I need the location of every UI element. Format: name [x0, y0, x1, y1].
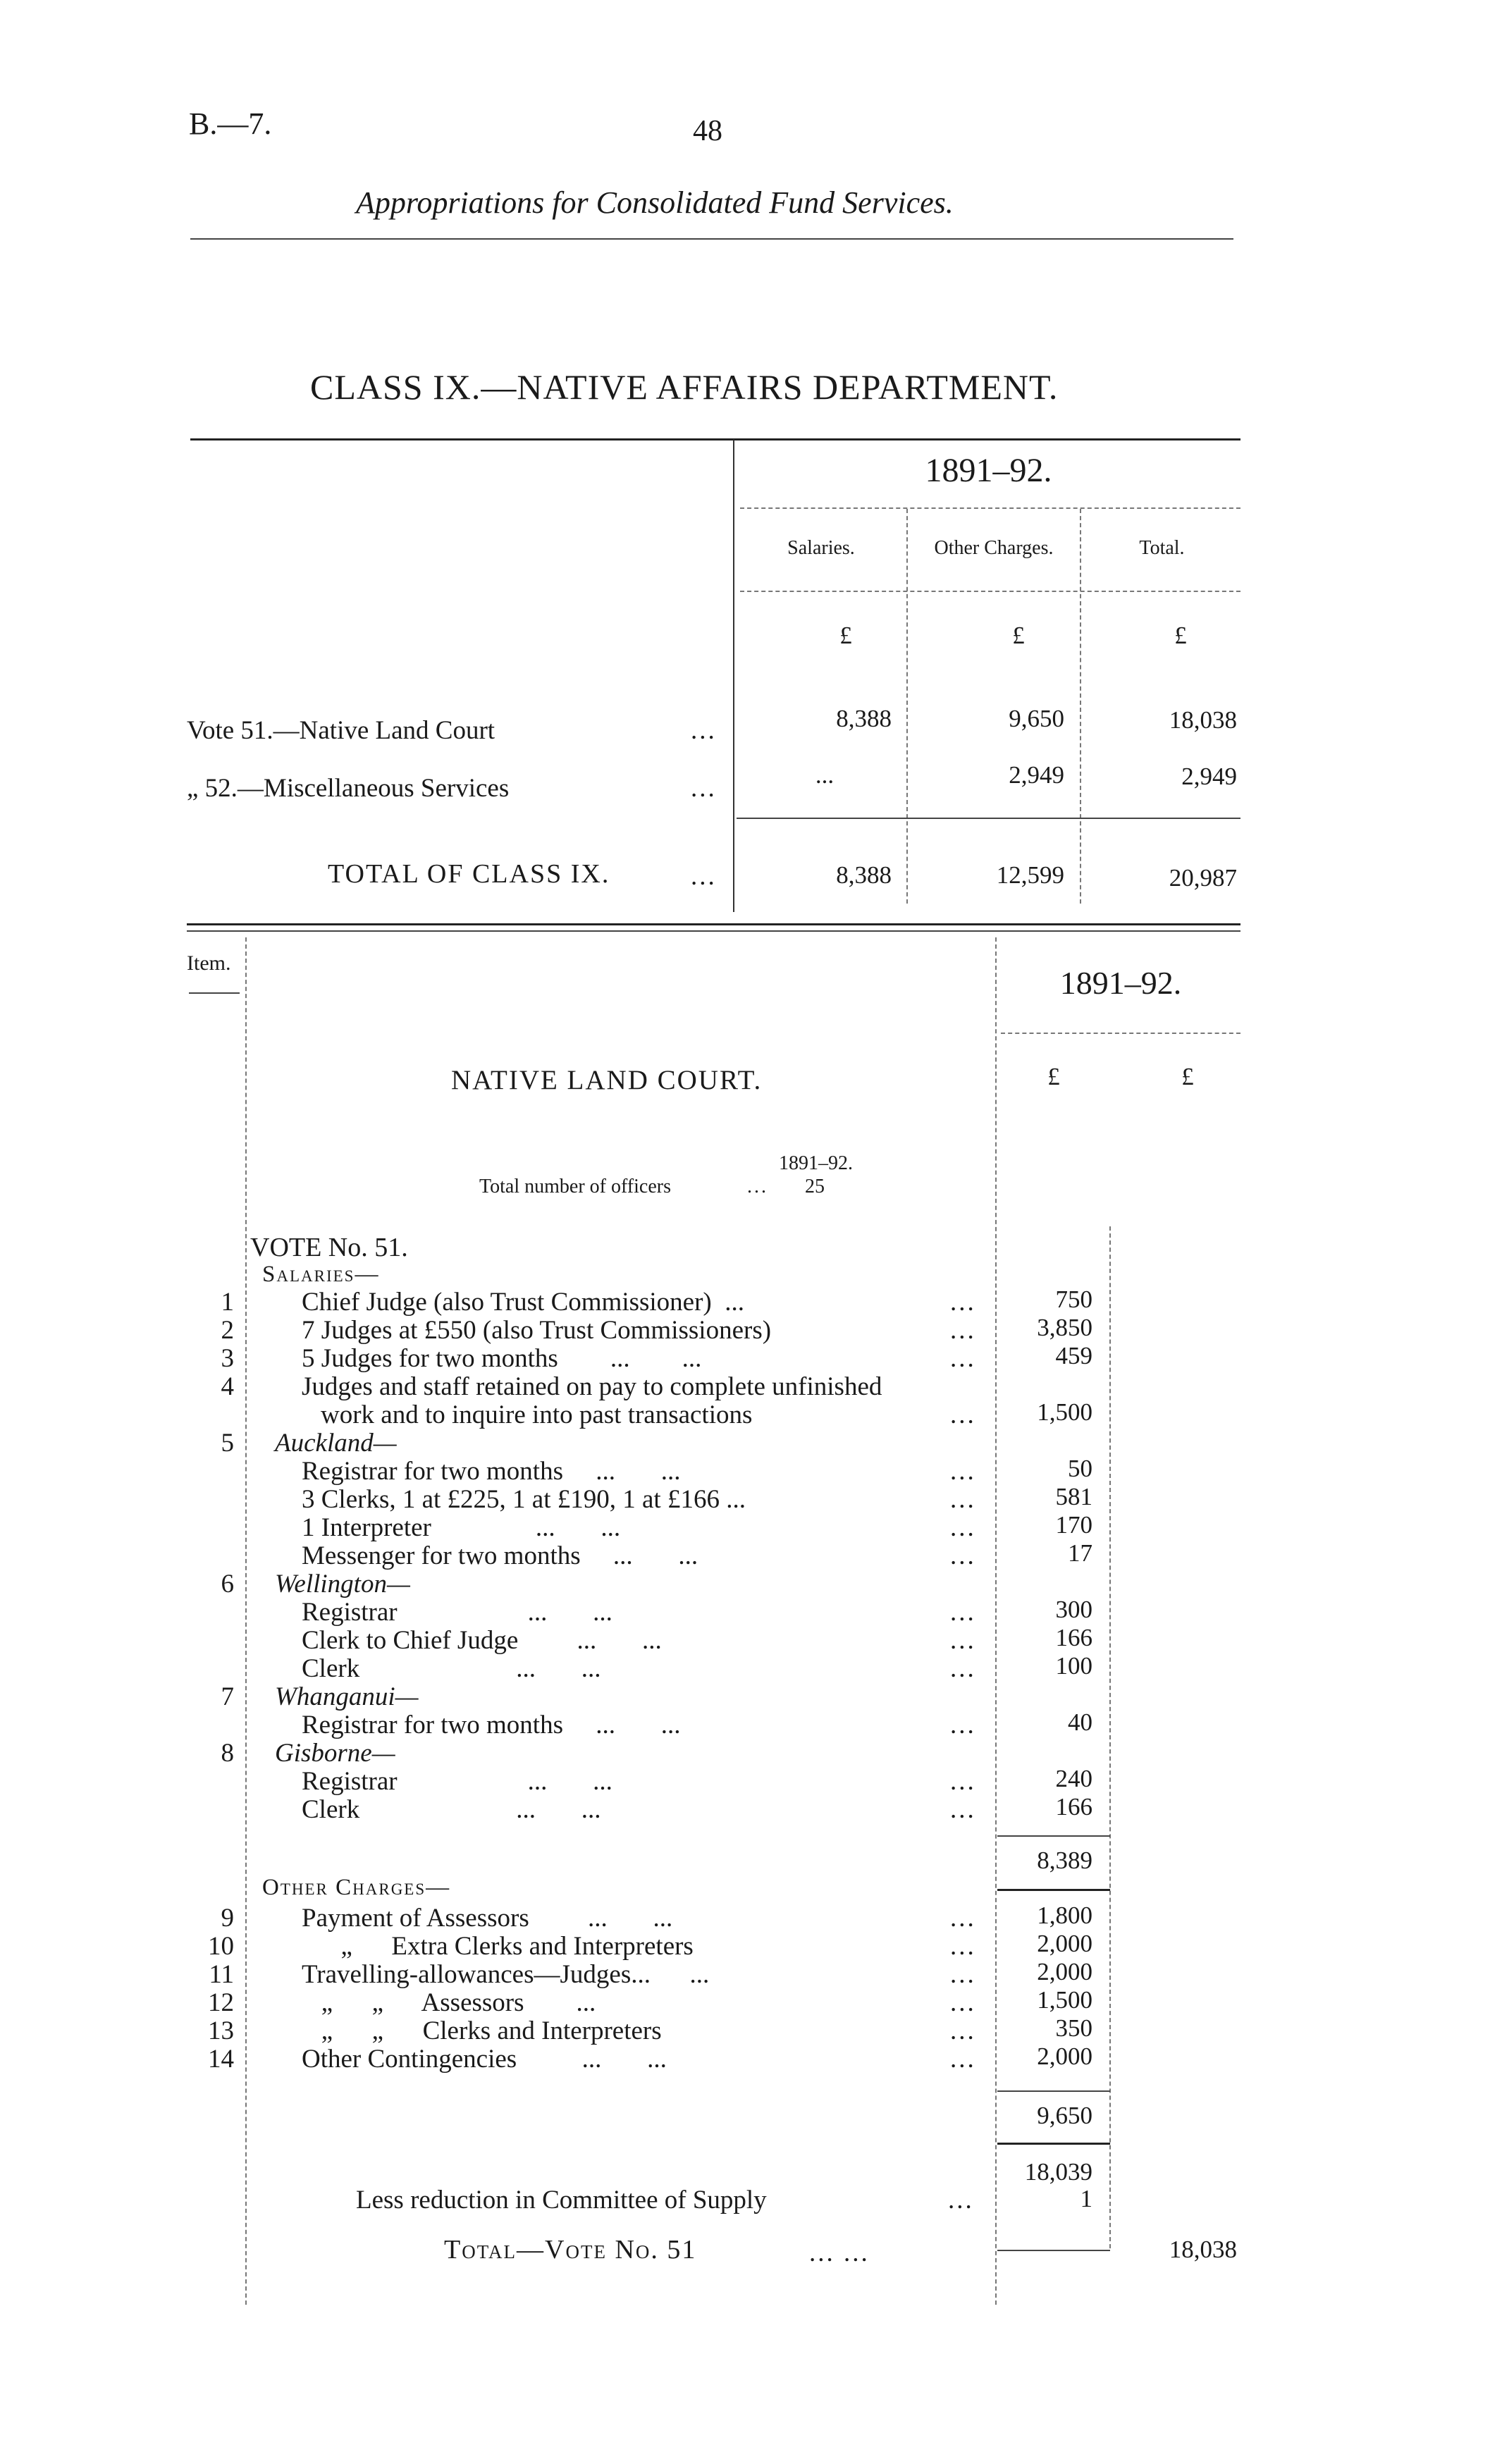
- line-item-text: Registrar for two months ... ...: [302, 1457, 681, 1486]
- line-item-text: „ „ Assessors ...: [302, 1988, 596, 2017]
- officers-value: 25: [805, 1176, 825, 1197]
- line-item-amount: 2,000: [1037, 1930, 1092, 1957]
- line-item-amount: 3,850: [1037, 1314, 1092, 1341]
- salaries-subtotal: 8,389: [1037, 1847, 1092, 1874]
- summary-total-salaries: 8,388: [836, 861, 892, 889]
- item-number: 9: [221, 1904, 234, 1933]
- detail-year: 1891–92.: [1059, 965, 1182, 1001]
- summary-col-sep-1: [906, 509, 908, 904]
- summary-row-label: Vote 51.—Native Land Court: [187, 716, 495, 745]
- leader-dots: ...: [950, 1457, 976, 1486]
- leader-dots: ...: [950, 1598, 976, 1627]
- line-item-amount: 240: [1055, 1765, 1092, 1792]
- summary-row-label: „ 52.—Miscellaneous Services: [187, 774, 510, 803]
- salaries-subtotal-close-rule: [997, 1889, 1110, 1891]
- item-column-header: Item.: [187, 951, 231, 975]
- line-item-text: Chief Judge (also Trust Commissioner) ...: [302, 1288, 744, 1317]
- item-number: 4: [221, 1372, 234, 1401]
- less-reduction-dots: ...: [948, 2186, 974, 2214]
- summary-row-dots: ...: [691, 774, 717, 803]
- line-item-amount: 350: [1055, 2014, 1092, 2042]
- vote-total-dots: ... ...: [809, 2238, 870, 2267]
- leader-dots: ...: [950, 1767, 976, 1796]
- line-item-text: Auckland—: [275, 1429, 397, 1458]
- line-item-text: Judges and staff retained on pay to complete unfinished: [302, 1372, 882, 1401]
- line-item-amount: 166: [1055, 1624, 1092, 1651]
- item-number: 11: [209, 1960, 234, 1989]
- vote-total-amount: 18,038: [1169, 2236, 1237, 2263]
- summary-top-rule: [190, 438, 1240, 441]
- line-item-text: Clerk to Chief Judge ... ...: [302, 1626, 662, 1655]
- summary-row-other: 9,650: [1009, 705, 1064, 732]
- detail-year-rule: [1001, 1033, 1240, 1034]
- line-item-text: 3 Clerks, 1 at £225, 1 at £190, 1 at £166 ...: [302, 1485, 746, 1514]
- col-header-other-charges: Other Charges.: [934, 537, 1054, 559]
- line-item-text: Clerk ... ...: [302, 1795, 601, 1824]
- header-rule: [190, 238, 1233, 240]
- leader-dots: ...: [950, 1795, 976, 1824]
- leader-dots: ...: [950, 1485, 976, 1514]
- summary-year-rule: [740, 507, 1240, 509]
- officers-year: 1891–92.: [779, 1152, 853, 1174]
- summary-header-rule: [740, 591, 1240, 592]
- summary-total-dots: ...: [691, 862, 717, 891]
- summary-bottom-rule: [187, 923, 1240, 925]
- line-item-text: 1 Interpreter ... ...: [302, 1513, 621, 1542]
- salaries-subtotal-rule: [997, 1835, 1110, 1837]
- item-number: 3: [221, 1344, 234, 1373]
- item-number: 13: [208, 2016, 234, 2045]
- line-item-text: Registrar ... ...: [302, 1598, 612, 1627]
- summary-row-dots: ...: [691, 716, 717, 745]
- leader-dots: ...: [950, 1316, 976, 1345]
- vote-total-label: Total—Vote No. 51: [444, 2235, 697, 2265]
- line-item-text: Wellington—: [275, 1570, 410, 1598]
- other-charges-label: Other Charges—: [262, 1875, 451, 1900]
- leader-dots: ...: [950, 1626, 976, 1655]
- summary-total-rule: [737, 818, 1240, 819]
- line-item-text: Registrar ... ...: [302, 1767, 612, 1796]
- leader-dots: ...: [950, 1344, 976, 1373]
- line-item-amount: 1,500: [1037, 1398, 1092, 1426]
- summary-row-total: 2,949: [1181, 763, 1237, 790]
- line-item-amount: 170: [1055, 1511, 1092, 1539]
- leader-dots: ...: [950, 1932, 976, 1961]
- item-number: 1: [221, 1288, 234, 1317]
- leader-dots: ...: [950, 1654, 976, 1683]
- item-number: 12: [208, 1988, 234, 2017]
- officers-label: Total number of officers: [479, 1176, 671, 1197]
- less-reduction-label: Less reduction in Committee of Supply: [356, 2186, 767, 2214]
- line-item-text: Whanganui—: [275, 1682, 419, 1711]
- col-header-salaries: Salaries.: [787, 537, 855, 559]
- leader-dots: ...: [950, 1288, 976, 1317]
- leader-dots: ...: [950, 1541, 976, 1570]
- document-ref: B.—7.: [189, 106, 272, 141]
- line-item-text: Other Contingencies ... ...: [302, 2045, 667, 2074]
- class-title: CLASS IX.—NATIVE AFFAIRS DEPARTMENT.: [310, 367, 1059, 407]
- line-item-amount: 2,000: [1037, 1958, 1092, 1985]
- summary-total-other: 12,599: [996, 861, 1064, 889]
- currency-total: £: [1174, 622, 1187, 649]
- currency-salaries: £: [839, 622, 852, 649]
- vote-total-rule: [997, 2250, 1110, 2251]
- summary-row-total: 18,038: [1169, 706, 1237, 734]
- total-column-divider: [1109, 1226, 1111, 2248]
- item-number: 2: [221, 1316, 234, 1345]
- line-item-text: Gisborne—: [275, 1739, 395, 1768]
- leader-dots: ...: [950, 1711, 976, 1739]
- section-title: NATIVE LAND COURT.: [451, 1065, 763, 1095]
- item-number: 7: [221, 1682, 234, 1711]
- combined-total: 18,039: [1024, 2158, 1092, 2186]
- other-subtotal-rule: [997, 2090, 1110, 2092]
- salaries-label: Salaries—: [262, 1262, 380, 1287]
- leader-dots: ...: [950, 2016, 976, 2045]
- summary-year: 1891–92.: [925, 452, 1052, 489]
- leader-dots: ...: [950, 1988, 976, 2017]
- line-item-amount: 459: [1055, 1342, 1092, 1369]
- item-number: 10: [208, 1932, 234, 1961]
- item-number: 14: [208, 2045, 234, 2074]
- item-number: 8: [221, 1739, 234, 1768]
- leader-dots: ...: [950, 2045, 976, 2074]
- vote-label: VOTE No. 51.: [250, 1233, 408, 1262]
- other-subtotal: 9,650: [1037, 2102, 1092, 2129]
- page-subtitle: Appropriations for Consolidated Fund Services.: [356, 185, 954, 220]
- summary-bottom-rule-2: [187, 930, 1240, 932]
- detail-currency-total: £: [1181, 1063, 1194, 1090]
- summary-divider: [733, 440, 734, 912]
- line-item-text: „ Extra Clerks and Interpreters: [302, 1932, 694, 1961]
- leader-dots: ...: [950, 1400, 976, 1429]
- summary-col-sep-2: [1080, 509, 1081, 904]
- officers-dots: ...: [747, 1176, 768, 1197]
- detail-currency-amount: £: [1047, 1063, 1060, 1090]
- line-item-amount: 50: [1068, 1455, 1092, 1482]
- line-item-text: Payment of Assessors ... ...: [302, 1904, 673, 1933]
- line-item-text: Messenger for two months ... ...: [302, 1541, 698, 1570]
- col-header-total: Total.: [1139, 537, 1185, 559]
- leader-dots: ...: [950, 1904, 976, 1933]
- line-item-text: Registrar for two months ... ...: [302, 1711, 681, 1739]
- line-item-text: „ „ Clerks and Interpreters: [302, 2016, 662, 2045]
- line-item-amount: 1,800: [1037, 1902, 1092, 1929]
- summary-row-salaries: 8,388: [836, 705, 892, 732]
- summary-row-salaries: ...: [815, 761, 835, 789]
- less-reduction-amount: 1: [1080, 2185, 1092, 2212]
- item-column-divider: [245, 937, 247, 2305]
- item-header-rule: [189, 992, 240, 994]
- line-item-text: 5 Judges for two months ... ...: [302, 1344, 702, 1373]
- line-item-amount: 40: [1068, 1708, 1092, 1736]
- item-number: 6: [221, 1570, 234, 1598]
- item-number: 5: [221, 1429, 234, 1458]
- line-item-amount: 750: [1055, 1286, 1092, 1313]
- leader-dots: ...: [950, 1513, 976, 1542]
- line-item-amount: 100: [1055, 1652, 1092, 1680]
- other-subtotal-close-rule: [997, 2143, 1110, 2145]
- line-item-text: 7 Judges at £550 (also Trust Commissioners): [302, 1316, 772, 1345]
- line-item-text: Clerk ... ...: [302, 1654, 601, 1683]
- line-item-amount: 166: [1055, 1793, 1092, 1821]
- summary-total-total: 20,987: [1169, 864, 1237, 892]
- page-number: 48: [693, 115, 722, 147]
- line-item-amount: 1,500: [1037, 1986, 1092, 2014]
- summary-total-label: TOTAL OF CLASS IX.: [328, 859, 610, 889]
- currency-other: £: [1012, 622, 1025, 649]
- line-item-amount: 17: [1068, 1539, 1092, 1567]
- amount-column-divider: [995, 937, 997, 2305]
- line-item-amount: 300: [1055, 1596, 1092, 1623]
- line-item-text: Travelling-allowances—Judges... ...: [302, 1960, 710, 1989]
- line-item-amount: 581: [1055, 1483, 1092, 1510]
- leader-dots: ...: [950, 1960, 976, 1989]
- summary-row-other: 2,949: [1009, 761, 1064, 789]
- line-item-amount: 2,000: [1037, 2043, 1092, 2070]
- line-item-text: work and to inquire into past transactions: [321, 1400, 753, 1429]
